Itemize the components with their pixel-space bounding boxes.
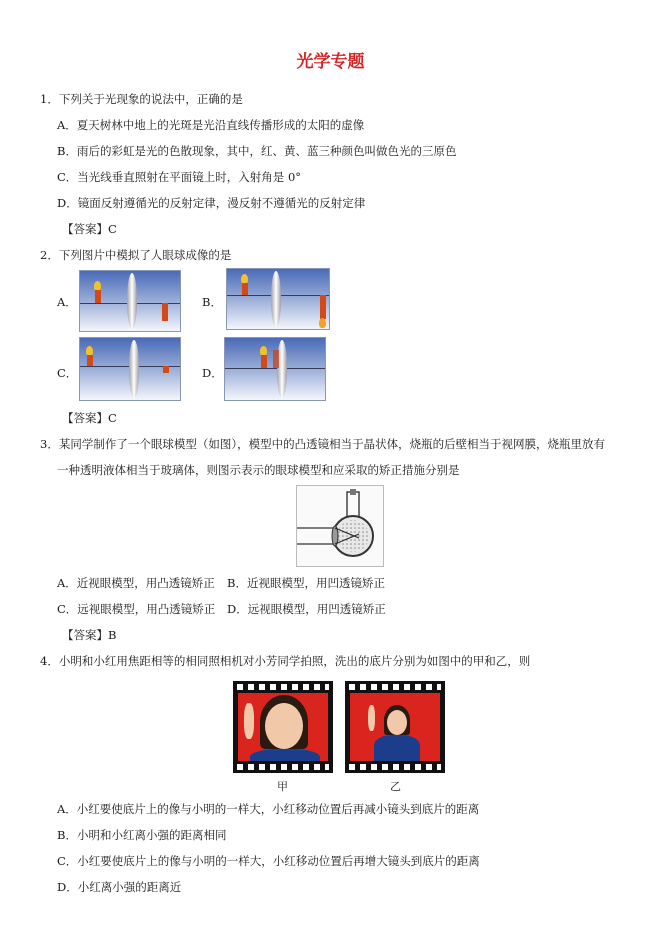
optical-axis (225, 368, 325, 369)
q3-option-c: C．远视眼模型，用凸透镜矫正 (57, 602, 216, 616)
q1-option-c: C．当光线垂直照射在平面镜上时，入射角是 0° (57, 170, 302, 184)
face (387, 710, 407, 735)
q3-stem-line2: 一种透明液体相当于玻璃体，则图示表示的眼球模型和应采取的矫正措施分别是 (57, 463, 460, 477)
candle-image (162, 303, 168, 321)
lens-diagram-d (224, 337, 326, 401)
shirt (374, 735, 420, 761)
image-flame (319, 318, 326, 328)
candle (87, 355, 93, 366)
film-sprocket-holes (349, 764, 441, 770)
candle (242, 283, 248, 295)
candle (95, 290, 101, 303)
photo-yi (350, 693, 440, 761)
q2-label-c: C． (57, 366, 78, 380)
q2-answer: 【答案】C (62, 411, 117, 425)
q1-option-b: B．雨后的彩虹是光的色散现象，其中，红、黄、蓝三种颜色叫做色光的三原色 (57, 144, 457, 158)
lens-diagram-b (226, 268, 330, 330)
candle (261, 355, 267, 368)
q1-option-d: D．镜面反射遵循光的反射定律，漫反射不遵循光的反射定律 (57, 196, 366, 210)
q1-stem: 1．下列关于光现象的说法中，正确的是 (40, 92, 243, 106)
q2-stem: 2．下列图片中模拟了人眼球成像的是 (40, 248, 232, 262)
q3-option-b: B．近视眼模型，用凹透镜矫正 (227, 576, 385, 590)
q2-label-d: D． (202, 366, 223, 380)
film-negative-yi (345, 681, 445, 773)
q1-answer: 【答案】C (62, 222, 117, 236)
convex-lens (271, 271, 281, 327)
raised-hand (368, 705, 375, 731)
convex-lens (129, 340, 139, 398)
candle-image (163, 366, 169, 373)
q4-option-c: C．小红要使底片上的像与小明的一样大，小红移动位置后再增大镜头到底片的距离 (57, 854, 480, 868)
candle-image (320, 295, 326, 319)
q3-stem-line1: 3．某同学制作了一个眼球模型（如图），模型中的凸透镜相当于晶状体，烧瓶的后壁相当于视网膜，烧瓶里放有 (40, 437, 606, 451)
caption-jia: 甲 (277, 780, 288, 793)
film-sprocket-holes (237, 684, 329, 690)
photo-jia (238, 693, 328, 761)
raised-hand (244, 703, 254, 739)
film-negative-jia (233, 681, 333, 773)
page-title: 光学专题 (296, 52, 365, 72)
q2-label-b: B． (202, 295, 222, 309)
q4-option-b: B．小明和小红离小强的距离相同 (57, 828, 227, 842)
q1-option-a: A．夏天树林中地上的光斑是光沿直线传播形成的太阳的虚像 (57, 118, 365, 132)
lens-diagram-a (79, 270, 181, 332)
q2-label-a: A． (57, 295, 77, 309)
lens-diagram-c (79, 337, 181, 401)
candle-image (273, 350, 279, 368)
q4-stem: 4．小明和小红用焦距相等的相同照相机对小芳同学拍照，洗出的底片分别为如图中的甲和乙，则 (40, 654, 531, 668)
shirt (250, 749, 320, 761)
q4-option-d: D．小红离小强的距离近 (57, 880, 182, 894)
q3-answer: 【答案】B (62, 628, 117, 642)
face (265, 703, 303, 749)
q3-option-a: A．近视眼模型，用凸透镜矫正 (57, 576, 215, 590)
film-sprocket-holes (237, 764, 329, 770)
convex-lens (277, 340, 287, 398)
caption-yi: 乙 (390, 780, 401, 793)
eye-model-drawing (297, 486, 383, 566)
q3-option-d: D．远视眼模型，用凹透镜矫正 (227, 602, 386, 616)
eye-model-figure (296, 485, 384, 567)
q4-option-a: A．小红要使底片上的像与小明的一样大，小红移动位置后再减小镜头到底片的距离 (57, 802, 480, 816)
film-sprocket-holes (349, 684, 441, 690)
convex-lens (127, 273, 137, 329)
